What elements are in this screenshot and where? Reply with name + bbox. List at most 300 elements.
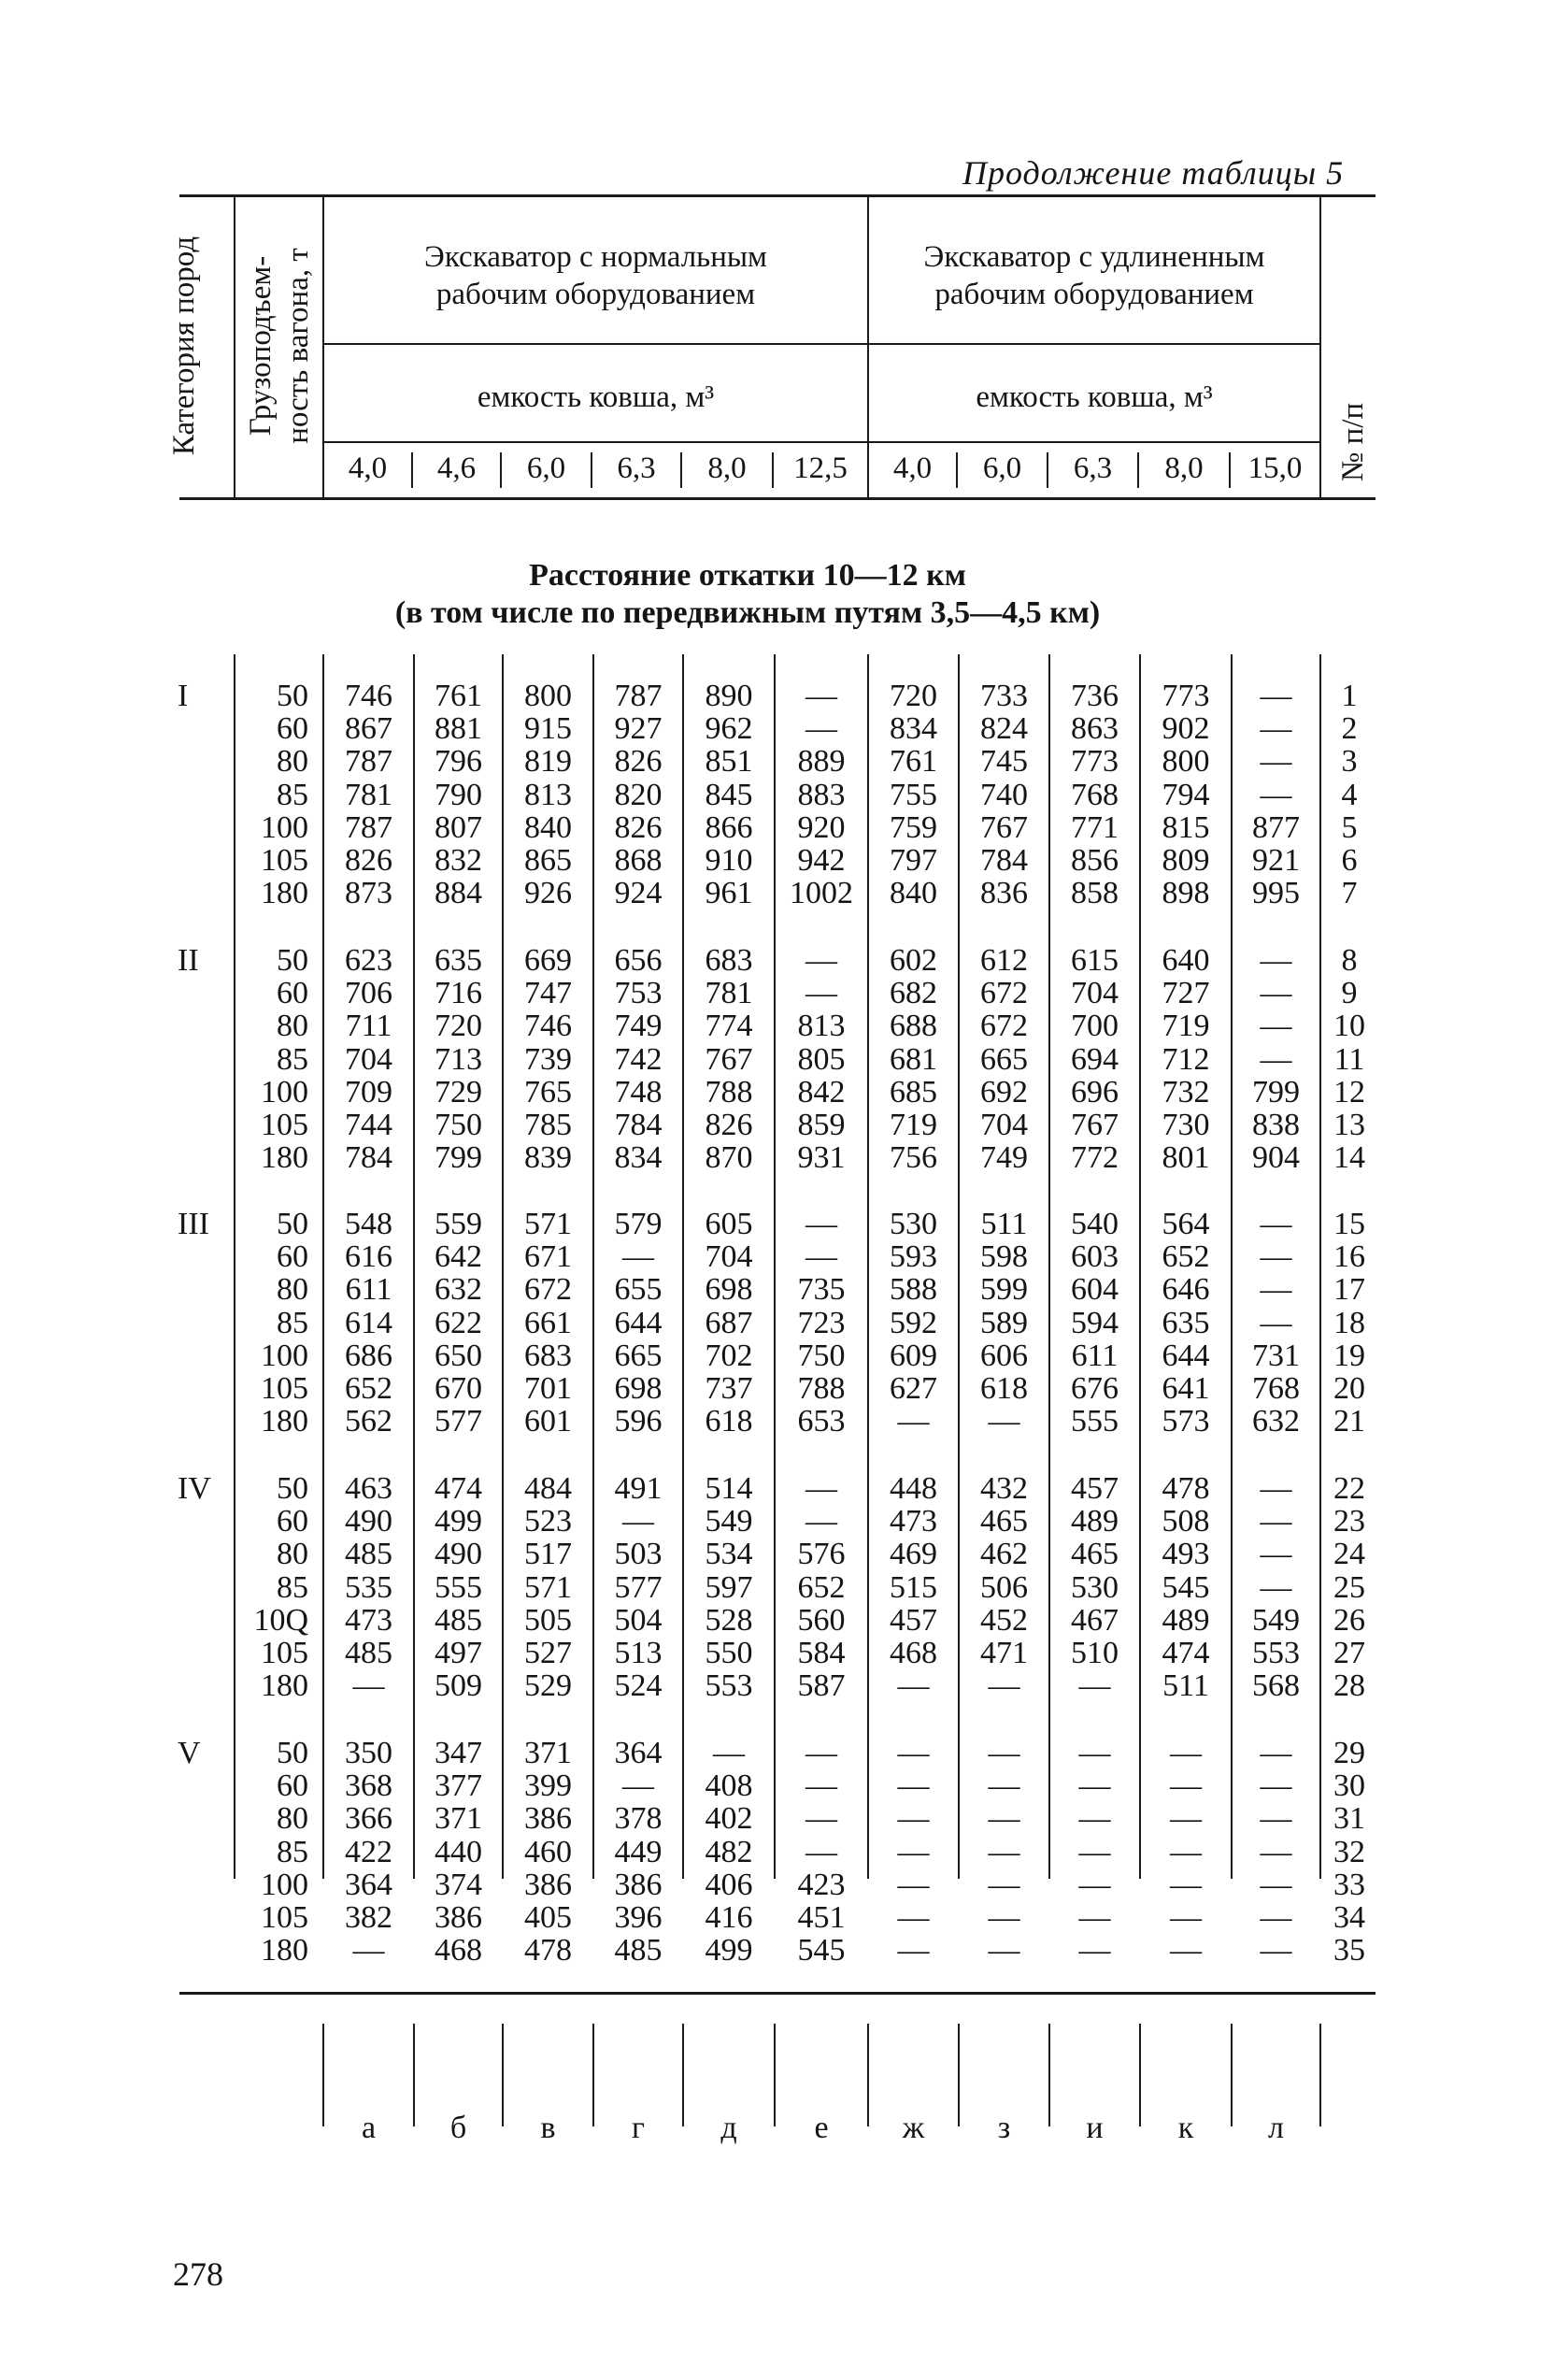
distance-value-cell: — bbox=[897, 1768, 930, 1804]
row-number-cell: 33 bbox=[1333, 1867, 1365, 1902]
row-number-cell: 25 bbox=[1333, 1569, 1365, 1605]
distance-value-cell: — bbox=[897, 1404, 930, 1439]
distance-value-cell: 784 bbox=[980, 843, 1028, 878]
distance-value-cell: — bbox=[988, 1668, 1020, 1704]
distance-value-cell: 471 bbox=[980, 1636, 1028, 1670]
distance-value-cell: 571 bbox=[524, 1207, 572, 1241]
distance-value-cell: 364 bbox=[614, 1736, 663, 1770]
distance-value-cell: — bbox=[1170, 1834, 1202, 1869]
distance-value-cell: — bbox=[1078, 1736, 1111, 1770]
distance-value-cell: — bbox=[805, 1801, 837, 1837]
distance-value-cell: 540 bbox=[1071, 1207, 1119, 1241]
distance-value-cell: — bbox=[805, 1736, 837, 1770]
capacity-extended: 8,0 bbox=[1164, 451, 1204, 485]
distance-value-cell: 768 bbox=[1071, 777, 1119, 812]
distance-value-cell: 548 bbox=[345, 1207, 392, 1241]
distance-value-cell: 509 bbox=[435, 1668, 482, 1704]
distance-value-cell: 632 bbox=[1252, 1404, 1300, 1439]
table-bottom-rule bbox=[179, 1992, 1376, 1995]
distance-value-cell: 813 bbox=[797, 1009, 846, 1044]
distance-value-cell: 644 bbox=[1162, 1338, 1210, 1373]
distance-value-cell: 524 bbox=[614, 1668, 663, 1704]
distance-value-cell: 683 bbox=[705, 943, 753, 978]
distance-value-cell: 535 bbox=[345, 1569, 392, 1605]
distance-value-cell: 611 bbox=[1071, 1338, 1119, 1373]
distance-value-cell: 408 bbox=[705, 1768, 753, 1804]
distance-value-cell: 473 bbox=[345, 1602, 392, 1638]
row-number-cell: 9 bbox=[1341, 976, 1358, 1011]
distance-value-cell: 672 bbox=[524, 1272, 572, 1308]
distance-value-cell: 399 bbox=[524, 1768, 572, 1804]
distance-value-cell: 534 bbox=[705, 1537, 753, 1572]
distance-value-cell: 592 bbox=[890, 1305, 937, 1340]
row-number-cell: 4 bbox=[1341, 777, 1358, 812]
distance-value-cell: 774 bbox=[705, 1009, 753, 1044]
distance-value-cell: 640 bbox=[1162, 943, 1210, 978]
distance-value-cell: — bbox=[897, 1668, 930, 1704]
row-number-cell: 10 bbox=[1333, 1009, 1365, 1044]
distance-value-cell: 627 bbox=[890, 1371, 937, 1406]
distance-value-cell: — bbox=[1260, 1900, 1292, 1935]
distance-value-cell: 904 bbox=[1252, 1140, 1300, 1176]
column-letter: г bbox=[632, 2111, 645, 2145]
wagon-capacity-cell: 105 bbox=[261, 1636, 308, 1670]
distance-value-cell: 485 bbox=[614, 1933, 663, 1968]
distance-value-cell: 491 bbox=[614, 1471, 663, 1506]
distance-value-cell: 826 bbox=[345, 843, 392, 878]
distance-value-cell: 701 bbox=[524, 1371, 572, 1406]
distance-value-cell: 749 bbox=[980, 1140, 1028, 1176]
row-number-cell: 23 bbox=[1333, 1504, 1365, 1539]
distance-value-cell: 685 bbox=[890, 1074, 937, 1109]
distance-value-cell: — bbox=[805, 711, 837, 747]
distance-value-cell: 618 bbox=[705, 1404, 753, 1439]
distance-value-cell: — bbox=[622, 1239, 654, 1275]
distance-value-cell: 416 bbox=[705, 1900, 753, 1935]
bucket-capacity-label-normal: емкость ковша, м³ bbox=[477, 380, 715, 414]
distance-value-cell: 761 bbox=[435, 679, 482, 713]
distance-value-cell: — bbox=[1260, 943, 1292, 978]
header-normal-equipment: Экскаватор с нормальным рабочим оборудованием bbox=[424, 240, 767, 311]
distance-value-cell: 704 bbox=[345, 1041, 392, 1077]
row-number-cell: 14 bbox=[1333, 1140, 1365, 1176]
distance-value-cell: 451 bbox=[797, 1900, 846, 1935]
distance-value-cell: 746 bbox=[345, 679, 392, 713]
distance-value-cell: 748 bbox=[614, 1074, 663, 1109]
wagon-capacity-cell: 85 bbox=[277, 1834, 308, 1869]
distance-value-cell: 767 bbox=[980, 809, 1028, 845]
distance-value-cell: 773 bbox=[1162, 679, 1210, 713]
capacity-normal: 12,5 bbox=[793, 451, 848, 485]
distance-value-cell: 692 bbox=[980, 1074, 1028, 1109]
distance-value-cell: 499 bbox=[705, 1933, 753, 1968]
distance-value-cell: 842 bbox=[797, 1074, 846, 1109]
distance-value-cell: 505 bbox=[524, 1602, 572, 1638]
distance-value-cell: 702 bbox=[705, 1338, 753, 1373]
distance-value-cell: 920 bbox=[797, 809, 846, 845]
distance-value-cell: 731 bbox=[1252, 1338, 1300, 1373]
wagon-capacity-cell: 85 bbox=[277, 1041, 308, 1077]
distance-value-cell: — bbox=[897, 1834, 930, 1869]
distance-value-cell: 826 bbox=[614, 809, 663, 845]
distance-value-cell: 452 bbox=[980, 1602, 1028, 1638]
wagon-capacity-cell: 100 bbox=[261, 809, 308, 845]
header-top-rule bbox=[179, 194, 1376, 197]
distance-value-cell: 646 bbox=[1162, 1272, 1210, 1308]
distance-value-cell: 694 bbox=[1071, 1041, 1119, 1077]
distance-value-cell: — bbox=[1170, 1768, 1202, 1804]
distance-value-cell: 670 bbox=[435, 1371, 482, 1406]
wagon-capacity-cell: 180 bbox=[261, 1933, 308, 1968]
distance-value-cell: 768 bbox=[1252, 1371, 1300, 1406]
row-number-cell: 21 bbox=[1333, 1404, 1365, 1439]
distance-value-cell: 781 bbox=[345, 777, 392, 812]
distance-value-cell: 688 bbox=[890, 1009, 937, 1044]
distance-value-cell: — bbox=[622, 1768, 654, 1804]
distance-value-cell: 609 bbox=[890, 1338, 937, 1373]
distance-value-cell: 485 bbox=[345, 1636, 392, 1670]
distance-value-cell: — bbox=[897, 1801, 930, 1837]
wagon-capacity-cell: 180 bbox=[261, 1140, 308, 1176]
distance-value-cell: 611 bbox=[345, 1272, 392, 1308]
distance-value-cell: 840 bbox=[890, 876, 937, 911]
capacity-extended: 4,0 bbox=[892, 451, 933, 485]
distance-value-cell: 915 bbox=[524, 711, 572, 747]
row-number-cell: 17 bbox=[1333, 1272, 1365, 1308]
row-number-cell: 29 bbox=[1333, 1736, 1365, 1770]
distance-value-cell: 787 bbox=[345, 809, 392, 845]
distance-value-cell: 824 bbox=[980, 711, 1028, 747]
distance-value-cell: — bbox=[805, 1471, 837, 1506]
wagon-capacity-cell: 85 bbox=[277, 777, 308, 812]
capacity-normal: 4,0 bbox=[348, 451, 388, 485]
distance-value-cell: 386 bbox=[524, 1801, 572, 1837]
distance-value-cell: 402 bbox=[705, 1801, 753, 1837]
row-number-cell: 22 bbox=[1333, 1471, 1365, 1506]
distance-value-cell: — bbox=[1170, 1933, 1202, 1968]
distance-value-cell: 863 bbox=[1071, 711, 1119, 747]
distance-value-cell: 739 bbox=[524, 1041, 572, 1077]
row-number-cell: 27 bbox=[1333, 1636, 1365, 1670]
header-capacity-rule bbox=[322, 441, 1320, 443]
distance-value-cell: — bbox=[988, 1900, 1020, 1935]
capacity-normal: 6,0 bbox=[526, 451, 566, 485]
distance-value-cell: 515 bbox=[890, 1569, 937, 1605]
distance-value-cell: — bbox=[1260, 777, 1292, 812]
distance-value-cell: 517 bbox=[524, 1537, 572, 1572]
row-number-cell: 34 bbox=[1333, 1900, 1365, 1935]
distance-value-cell: 720 bbox=[435, 1009, 482, 1044]
distance-value-cell: — bbox=[1078, 1867, 1111, 1902]
distance-value-cell: 588 bbox=[890, 1272, 937, 1308]
distance-value-cell: 573 bbox=[1162, 1404, 1210, 1439]
distance-value-cell: 377 bbox=[435, 1768, 482, 1804]
distance-value-cell: 598 bbox=[980, 1239, 1028, 1275]
wagon-capacity-cell: 60 bbox=[277, 1504, 308, 1539]
distance-value-cell: — bbox=[1260, 711, 1292, 747]
distance-value-cell: — bbox=[713, 1736, 745, 1770]
distance-value-cell: 523 bbox=[524, 1504, 572, 1539]
distance-value-cell: 584 bbox=[797, 1636, 846, 1670]
distance-value-cell: 364 bbox=[345, 1867, 392, 1902]
distance-value-cell: — bbox=[1078, 1801, 1111, 1837]
distance-value-cell: — bbox=[988, 1834, 1020, 1869]
column-letter: ж bbox=[902, 2111, 925, 2145]
header-group-rule bbox=[322, 343, 1320, 345]
distance-value-cell: — bbox=[897, 1933, 930, 1968]
distance-value-cell: 653 bbox=[797, 1404, 846, 1439]
distance-value-cell: 756 bbox=[890, 1140, 937, 1176]
column-letter: д bbox=[720, 2111, 737, 2145]
distance-value-cell: 513 bbox=[614, 1636, 663, 1670]
header-vline bbox=[1319, 196, 1321, 499]
distance-value-cell: 784 bbox=[345, 1140, 392, 1176]
distance-value-cell: 898 bbox=[1162, 876, 1210, 911]
distance-value-cell: 755 bbox=[890, 777, 937, 812]
header-vline bbox=[234, 196, 235, 499]
distance-value-cell: 655 bbox=[614, 1272, 663, 1308]
distance-value-cell: 711 bbox=[345, 1009, 392, 1044]
capacity-extended: 15,0 bbox=[1247, 451, 1303, 485]
distance-value-cell: 423 bbox=[797, 1867, 846, 1902]
distance-value-cell: — bbox=[1260, 1009, 1292, 1044]
distance-value-cell: 347 bbox=[435, 1736, 482, 1770]
wagon-capacity-cell: 80 bbox=[277, 1009, 308, 1044]
column-letter: в bbox=[540, 2111, 556, 2145]
distance-value-cell: 845 bbox=[705, 777, 753, 812]
distance-value-cell: — bbox=[1260, 1305, 1292, 1340]
distance-value-cell: 641 bbox=[1162, 1371, 1210, 1406]
wagon-capacity-cell: 105 bbox=[261, 1371, 308, 1406]
distance-value-cell: 599 bbox=[980, 1272, 1028, 1308]
distance-value-cell: 656 bbox=[614, 943, 663, 978]
distance-value-cell: 504 bbox=[614, 1602, 663, 1638]
header-capacity-label: Грузоподъем- ность вагона, т bbox=[244, 248, 315, 444]
distance-value-cell: 877 bbox=[1252, 809, 1300, 845]
distance-value-cell: 577 bbox=[435, 1404, 482, 1439]
distance-value-cell: 742 bbox=[614, 1041, 663, 1077]
distance-value-cell: — bbox=[1260, 1537, 1292, 1572]
distance-value-cell: 545 bbox=[1162, 1569, 1210, 1605]
distance-value-cell: 820 bbox=[614, 777, 663, 812]
distance-value-cell: 545 bbox=[797, 1933, 846, 1968]
distance-value-cell: — bbox=[897, 1867, 930, 1902]
distance-value-cell: 604 bbox=[1071, 1272, 1119, 1308]
distance-value-cell: 716 bbox=[435, 976, 482, 1011]
distance-value-cell: 700 bbox=[1071, 1009, 1119, 1044]
row-number-cell: 18 bbox=[1333, 1305, 1365, 1340]
distance-value-cell: 615 bbox=[1071, 943, 1119, 978]
category-label: IV bbox=[178, 1471, 211, 1506]
column-letter: з bbox=[997, 2111, 1011, 2145]
distance-value-cell: 462 bbox=[980, 1537, 1028, 1572]
distance-value-cell: 995 bbox=[1252, 876, 1300, 911]
distance-value-cell: 596 bbox=[614, 1404, 663, 1439]
distance-value-cell: 832 bbox=[435, 843, 482, 878]
distance-value-cell: 799 bbox=[435, 1140, 482, 1176]
row-number-cell: 7 bbox=[1341, 876, 1358, 911]
distance-value-cell: 587 bbox=[797, 1668, 846, 1704]
distance-value-cell: 457 bbox=[890, 1602, 937, 1638]
distance-value-cell: 576 bbox=[797, 1537, 846, 1572]
distance-value-cell: 490 bbox=[345, 1504, 392, 1539]
distance-value-cell: 801 bbox=[1162, 1140, 1210, 1176]
distance-value-cell: 683 bbox=[524, 1338, 572, 1373]
wagon-capacity-cell: 60 bbox=[277, 711, 308, 747]
row-number-cell: 20 bbox=[1333, 1371, 1365, 1406]
distance-value-cell: 788 bbox=[705, 1074, 753, 1109]
distance-value-cell: 809 bbox=[1162, 843, 1210, 878]
distance-value-cell: 350 bbox=[345, 1736, 392, 1770]
distance-value-cell: 865 bbox=[524, 843, 572, 878]
distance-value-cell: 652 bbox=[1162, 1239, 1210, 1275]
distance-value-cell: 870 bbox=[705, 1140, 753, 1176]
column-letter: б bbox=[449, 2111, 467, 2145]
distance-value-cell: 784 bbox=[614, 1108, 663, 1142]
distance-value-cell: 1002 bbox=[790, 876, 853, 911]
distance-value-cell: 924 bbox=[614, 876, 663, 911]
distance-value-cell: 926 bbox=[524, 876, 572, 911]
distance-value-cell: 794 bbox=[1162, 777, 1210, 812]
distance-value-cell: 562 bbox=[345, 1404, 392, 1439]
distance-value-cell: 623 bbox=[345, 943, 392, 978]
wagon-capacity-cell: 180 bbox=[261, 876, 308, 911]
distance-value-cell: 851 bbox=[705, 744, 753, 780]
distance-value-cell: 616 bbox=[345, 1239, 392, 1275]
distance-value-cell: 378 bbox=[614, 1801, 663, 1837]
distance-value-cell: 902 bbox=[1162, 711, 1210, 747]
row-number-cell: 19 bbox=[1333, 1338, 1365, 1373]
distance-value-cell: 759 bbox=[890, 809, 937, 845]
distance-value-cell: — bbox=[1260, 1768, 1292, 1804]
distance-value-cell: 709 bbox=[345, 1074, 392, 1109]
distance-value-cell: 800 bbox=[1162, 744, 1210, 780]
wagon-capacity-cell: 50 bbox=[277, 1736, 308, 1770]
distance-value-cell: — bbox=[1260, 1272, 1292, 1308]
category-label: I bbox=[178, 679, 189, 713]
capacity-normal: 4,6 bbox=[436, 451, 477, 485]
distance-value-cell: — bbox=[988, 1768, 1020, 1804]
distance-value-cell: — bbox=[1260, 679, 1292, 713]
row-number-cell: 2 bbox=[1341, 711, 1358, 747]
section-subtitle: (в том числе по передвижным путям 3,5—4,5 км) bbox=[394, 595, 1101, 630]
distance-value-cell: 485 bbox=[435, 1602, 482, 1638]
distance-value-cell: 571 bbox=[524, 1569, 572, 1605]
distance-value-cell: 729 bbox=[435, 1074, 482, 1109]
distance-value-cell: 527 bbox=[524, 1636, 572, 1670]
wagon-capacity-cell: 100 bbox=[261, 1867, 308, 1902]
distance-value-cell: — bbox=[805, 1239, 837, 1275]
row-number-cell: 35 bbox=[1333, 1933, 1365, 1968]
distance-value-cell: — bbox=[988, 1933, 1020, 1968]
distance-value-cell: 765 bbox=[524, 1074, 572, 1109]
distance-value-cell: 834 bbox=[890, 711, 937, 747]
header-bottom-rule bbox=[179, 497, 1376, 500]
row-number-cell: 15 bbox=[1333, 1207, 1365, 1241]
distance-value-cell: — bbox=[1260, 1471, 1292, 1506]
distance-value-cell: 686 bbox=[345, 1338, 392, 1373]
distance-value-cell: 503 bbox=[614, 1537, 663, 1572]
column-letter: л bbox=[1268, 2111, 1284, 2145]
distance-value-cell: — bbox=[1170, 1736, 1202, 1770]
distance-value-cell: — bbox=[1078, 1933, 1111, 1968]
distance-value-cell: 910 bbox=[705, 843, 753, 878]
distance-value-cell: 614 bbox=[345, 1305, 392, 1340]
distance-value-cell: 530 bbox=[1071, 1569, 1119, 1605]
wagon-capacity-cell: 50 bbox=[277, 679, 308, 713]
distance-value-cell: 787 bbox=[614, 679, 663, 713]
distance-value-cell: — bbox=[1260, 976, 1292, 1011]
distance-value-cell: 840 bbox=[524, 809, 572, 845]
distance-value-cell: 800 bbox=[524, 679, 572, 713]
distance-value-cell: 577 bbox=[614, 1569, 663, 1605]
distance-value-cell: — bbox=[805, 1834, 837, 1869]
distance-value-cell: 799 bbox=[1252, 1074, 1300, 1109]
distance-value-cell: 382 bbox=[345, 1900, 392, 1935]
distance-value-cell: 749 bbox=[614, 1009, 663, 1044]
wagon-capacity-cell: 100 bbox=[261, 1074, 308, 1109]
row-number-cell: 32 bbox=[1333, 1834, 1365, 1869]
distance-value-cell: 602 bbox=[890, 943, 937, 978]
distance-value-cell: 883 bbox=[797, 777, 846, 812]
distance-value-cell: — bbox=[897, 1900, 930, 1935]
distance-value-cell: 612 bbox=[980, 943, 1028, 978]
distance-value-cell: 474 bbox=[1162, 1636, 1210, 1670]
distance-value-cell: 698 bbox=[614, 1371, 663, 1406]
distance-value-cell: 737 bbox=[705, 1371, 753, 1406]
distance-value-cell: 826 bbox=[705, 1108, 753, 1142]
wagon-capacity-cell: 10Q bbox=[253, 1602, 308, 1638]
distance-value-cell: 733 bbox=[980, 679, 1028, 713]
row-number-cell: 13 bbox=[1333, 1108, 1365, 1142]
distance-value-cell: 579 bbox=[614, 1207, 663, 1241]
distance-value-cell: — bbox=[1078, 1668, 1111, 1704]
distance-value-cell: 788 bbox=[797, 1371, 846, 1406]
distance-value-cell: 550 bbox=[705, 1636, 753, 1670]
distance-value-cell: 530 bbox=[890, 1207, 937, 1241]
distance-value-cell: 386 bbox=[435, 1900, 482, 1935]
distance-value-cell: 469 bbox=[890, 1537, 937, 1572]
distance-value-cell: 635 bbox=[435, 943, 482, 978]
wagon-capacity-cell: 60 bbox=[277, 1239, 308, 1275]
distance-value-cell: 396 bbox=[614, 1900, 663, 1935]
distance-value-cell: 704 bbox=[980, 1108, 1028, 1142]
row-number-cell: 3 bbox=[1341, 744, 1358, 780]
distance-value-cell: 781 bbox=[705, 976, 753, 1011]
distance-value-cell: — bbox=[1078, 1834, 1111, 1869]
row-number-cell: 6 bbox=[1341, 843, 1358, 878]
distance-value-cell: 704 bbox=[1071, 976, 1119, 1011]
distance-value-cell: 463 bbox=[345, 1471, 392, 1506]
row-number-cell: 1 bbox=[1341, 679, 1358, 713]
row-number-cell: 24 bbox=[1333, 1537, 1365, 1572]
distance-value-cell: 771 bbox=[1071, 809, 1119, 845]
distance-value-cell: 528 bbox=[705, 1602, 753, 1638]
row-number-cell: 31 bbox=[1333, 1801, 1365, 1837]
distance-value-cell: 593 bbox=[890, 1239, 937, 1275]
distance-value-cell: 594 bbox=[1071, 1305, 1119, 1340]
distance-value-cell: 719 bbox=[1162, 1009, 1210, 1044]
distance-value-cell: — bbox=[805, 976, 837, 1011]
distance-value-cell: 508 bbox=[1162, 1504, 1210, 1539]
distance-value-cell: 665 bbox=[980, 1041, 1028, 1077]
distance-value-cell: — bbox=[1260, 744, 1292, 780]
wagon-capacity-cell: 180 bbox=[261, 1404, 308, 1439]
distance-value-cell: — bbox=[1260, 1867, 1292, 1902]
distance-value-cell: 632 bbox=[435, 1272, 482, 1308]
distance-value-cell: 839 bbox=[524, 1140, 572, 1176]
distance-value-cell: 473 bbox=[890, 1504, 937, 1539]
